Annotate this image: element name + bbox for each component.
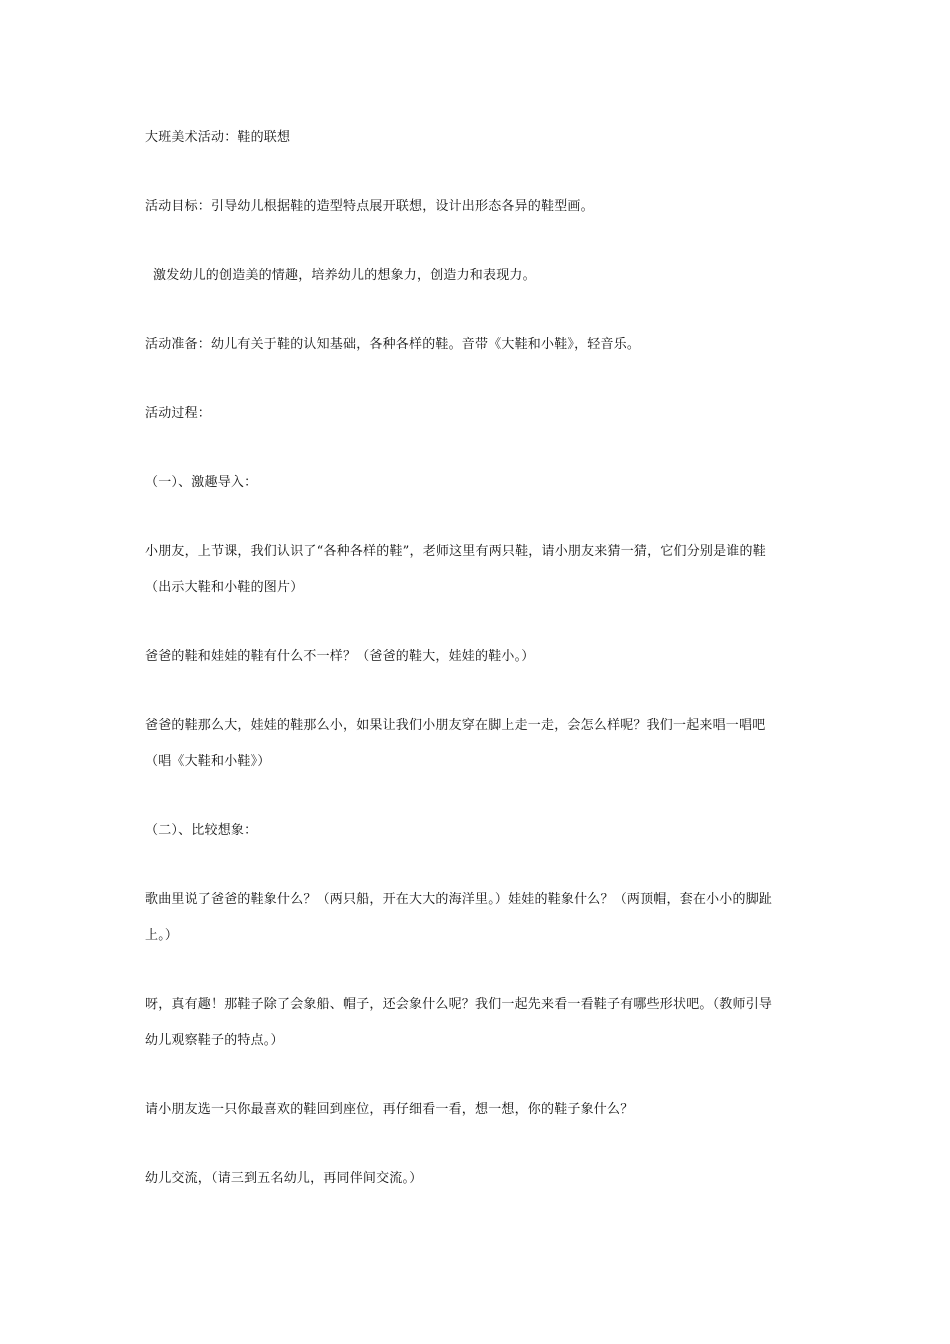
paragraph-4-line-1: 歌曲里说了爸爸的鞋象什么？（两只船，开在大大的海洋里。）娃娃的鞋象什么？（两顶帽，套在小小的脚趾	[145, 892, 773, 907]
paragraph-3-line-1: 爸爸的鞋那么大，娃娃的鞋那么小，如果让我们小朋友穿在脚上走一走，会怎么样呢？我们一起来唱一唱吧	[145, 718, 766, 733]
section-2-heading: （二）、比较想象：	[145, 823, 258, 838]
paragraph-6: 请小朋友选一只你最喜欢的鞋回到座位，再仔细看一看，想一想，你的鞋子象什么？	[145, 1102, 634, 1117]
paragraph-3-line-2: （唱《大鞋和小鞋》）	[145, 754, 271, 769]
section-1-heading: （一）、激趣导入：	[145, 475, 258, 490]
activity-preparation: 活动准备：幼儿有关于鞋的认知基础，各种各样的鞋。音带《大鞋和小鞋》，轻音乐。	[145, 337, 641, 352]
paragraph-7: 幼儿交流，（请三到五名幼儿，再同伴间交流。）	[145, 1171, 423, 1186]
paragraph-2: 爸爸的鞋和娃娃的鞋有什么不一样？（爸爸的鞋大，娃娃的鞋小。）	[145, 649, 535, 664]
paragraph-1-line-1: 小朋友，上节课，我们认识了“各种各样的鞋”，老师这里有两只鞋，请小朋友来猜一猜，它们分别是谁的鞋	[145, 544, 766, 559]
process-heading: 活动过程：	[145, 406, 212, 421]
paragraph-5-line-1: 呀，真有趣！那鞋子除了会象船、帽子，还会象什么呢？我们一起先来看一看鞋子有哪些形状吧。（教师引导	[145, 997, 773, 1012]
document-title: 大班美术活动：鞋的联想	[145, 130, 291, 145]
paragraph-1-line-2: （出示大鞋和小鞋的图片）	[145, 580, 304, 595]
activity-goal-1: 活动目标：引导幼儿根据鞋的造型特点展开联想，设计出形态各异的鞋型画。	[145, 199, 594, 214]
paragraph-5-line-2: 幼儿观察鞋子的特点。）	[145, 1033, 284, 1048]
activity-goal-2: 激发幼儿的创造美的情趣，培养幼儿的想象力，创造力和表现力。	[153, 268, 536, 283]
paragraph-4-line-2: 上。）	[145, 928, 179, 943]
